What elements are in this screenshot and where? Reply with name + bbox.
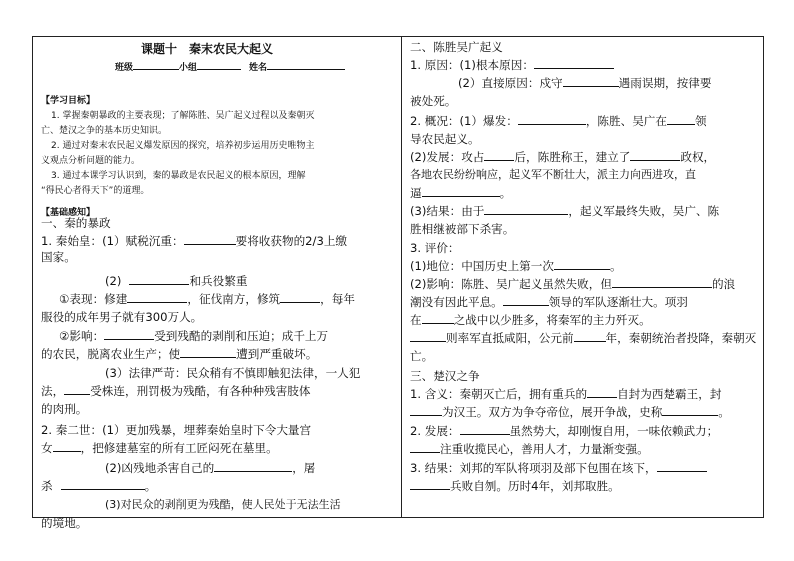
text-line: 的肉刑。	[41, 402, 88, 416]
worksheet-title: 课题十 秦末农民大起义	[141, 42, 274, 56]
text-line: 服役的成年男子就有300万人。	[41, 310, 203, 324]
fill-blank[interactable]	[127, 291, 187, 303]
class-label: 班级	[115, 63, 134, 73]
goal-1-line-2: 亡、楚汉之争的基本历史知识。	[41, 126, 168, 136]
text-line: 女 ，把修建墓室的所有工匠闷死在墓里。	[41, 441, 278, 455]
fill-blank[interactable]	[484, 203, 568, 215]
fill-blank[interactable]	[534, 57, 614, 69]
text-line: (2)发展：攻占 后，陈胜称王，建立了 政权，	[410, 150, 716, 164]
basics-header: 【基础感知】	[41, 208, 96, 218]
fill-blank[interactable]	[662, 404, 718, 416]
text-line: 2. 秦二世：(1）更加残暴，埋葬秦始皇时下令大量宫	[41, 423, 312, 437]
right-column	[402, 37, 764, 517]
student-info-row	[115, 58, 395, 76]
goal-3-line-2: “得民心者得天下”的道理。	[41, 186, 150, 196]
fill-blank[interactable]	[503, 294, 549, 306]
text-line: 注重收揽民心，善用人才，力量渐变强。	[410, 441, 758, 457]
text-line: 3. 结果：刘邦的军队将项羽及部下包围在垓下，	[410, 460, 758, 476]
fill-blank[interactable]	[587, 386, 617, 398]
left-column	[33, 37, 401, 530]
fill-blank[interactable]	[612, 276, 712, 288]
name-blank[interactable]	[267, 58, 345, 70]
fill-blank[interactable]	[129, 273, 189, 285]
fill-blank[interactable]	[484, 149, 514, 161]
text-line: 2. 发展： 虽然势大，却刚愎自用，一味依赖武力；	[410, 424, 719, 438]
goals-header: 【学习目标】	[41, 96, 96, 106]
section-3-heading: 三、楚汉之争	[410, 369, 480, 383]
text-line: (2)凶残地杀害自己的 ，屠	[105, 461, 316, 475]
fill-blank[interactable]	[410, 330, 446, 342]
text-line: 则率军直抵咸阳，公元前 年，秦朝统治者投降，秦朝灭	[410, 330, 758, 346]
text-line: 兵败自刎。历时4年，刘邦取胜。	[410, 478, 758, 494]
fill-blank[interactable]	[280, 291, 320, 303]
text-line: ②影响： 受到残酷的剥削和压迫；成千上万	[59, 329, 329, 343]
text-line: (1)地位：中国历史上第一次 。	[410, 259, 622, 273]
fill-blank[interactable]	[214, 460, 292, 472]
fill-blank[interactable]	[53, 440, 81, 452]
fill-blank[interactable]	[410, 441, 440, 453]
text-line: 的农民，脱离农业生产；使 遭到严重破坏。	[41, 347, 318, 361]
fill-blank[interactable]	[667, 113, 695, 125]
text-line: 导农民起义。	[410, 132, 480, 146]
fill-blank[interactable]	[64, 383, 90, 395]
text-line: 胜相继被部下杀害。	[410, 222, 515, 236]
fill-blank[interactable]	[518, 113, 586, 125]
section-1-heading: 一、秦的暴政	[41, 216, 111, 230]
fill-blank[interactable]	[184, 233, 236, 245]
text-line: 为汉王。双方为争夺帝位，展开争战，史称 。	[410, 404, 758, 420]
text-line: (3)对民众的剥削更为残酷，使人民处于无法生活	[105, 498, 341, 511]
text-line: 2. 概况：(1）爆发： ，陈胜、吴广在 领	[410, 114, 707, 128]
fill-blank[interactable]	[410, 404, 442, 416]
class-blank[interactable]	[133, 58, 179, 70]
text-line: 杀 。	[41, 479, 157, 493]
goal-3-line-1: 3. 通过本课学习认识到，秦的暴政是农民起义的根本原因，理解	[51, 171, 306, 181]
text-line: (2)影响：陈胜、吴广起义虽然失败，但 的浪	[410, 277, 736, 291]
fill-blank[interactable]	[563, 75, 619, 87]
fill-blank[interactable]	[630, 149, 680, 161]
text-line: 各地农民纷纷响应，起义军不断壮大，派主力向西进攻，直	[410, 168, 696, 181]
text-line: 潮没有因此平息。 领导的军队逐渐壮大。项羽	[410, 295, 688, 309]
text-line: 1. 原因：(1)根本原因：	[410, 57, 758, 73]
fill-blank[interactable]	[422, 185, 500, 197]
worksheet-page	[32, 36, 764, 530]
fill-blank[interactable]	[657, 460, 707, 472]
text-line: 的境地。	[41, 516, 88, 530]
fill-blank[interactable]	[410, 478, 450, 490]
text-line: (3）法律严苛：民众稍有不慎即触犯法律，一人犯	[105, 366, 361, 380]
fill-blank[interactable]	[554, 258, 610, 270]
text-line: 3. 评价：	[410, 241, 460, 255]
section-2-heading: 二、陈胜吴广起义	[410, 40, 503, 54]
group-blank[interactable]	[197, 58, 241, 70]
text-line: (2) 和兵役繁重	[105, 274, 248, 288]
text-line: 亡。	[410, 349, 434, 363]
fill-blank[interactable]	[460, 423, 510, 435]
fill-blank[interactable]	[422, 312, 454, 324]
text-line: 法， 受株连，刑罚极为残酷，有各种种残害肢体	[41, 384, 311, 398]
text-line: 逼 。	[410, 186, 512, 200]
name-label: 姓名	[249, 63, 268, 73]
text-line: 国家。	[41, 250, 76, 264]
goal-2-line-2: 义观点分析问题的能力。	[41, 156, 141, 166]
text-line: 被处死。	[410, 94, 457, 108]
text-line: ①表现：修建 ，征伐南方，修筑 ，每年	[59, 292, 355, 306]
text-line: (3)结果：由于 ，起义军最终失败，吴广、陈	[410, 204, 720, 218]
text-line: (2）直接原因：戍守 遇雨误期，按律要	[458, 76, 712, 90]
goal-2-line-1: 2. 通过对秦末农民起义爆发原因的探究，培养初步运用历史唯物主	[51, 141, 315, 151]
text-line: 在 之战中以少胜多，将秦军的主力歼灭。	[410, 313, 651, 327]
fill-blank[interactable]	[61, 478, 145, 490]
text-line: 1. 含义：秦朝灭亡后，拥有重兵的 自封为西楚霸王，封	[410, 387, 722, 401]
fill-blank[interactable]	[104, 328, 154, 340]
fill-blank[interactable]	[180, 346, 236, 358]
qin-shihuang-line: 1. 秦始皇：(1）赋税沉重： 要将收获物的2/3上缴	[41, 234, 348, 248]
group-label: 小组	[179, 63, 198, 73]
goal-1-line-1: 1. 掌握秦朝暴政的主要表现；了解陈胜、吴广起义过程以及秦朝灭	[51, 111, 315, 121]
fill-blank[interactable]	[574, 330, 606, 342]
